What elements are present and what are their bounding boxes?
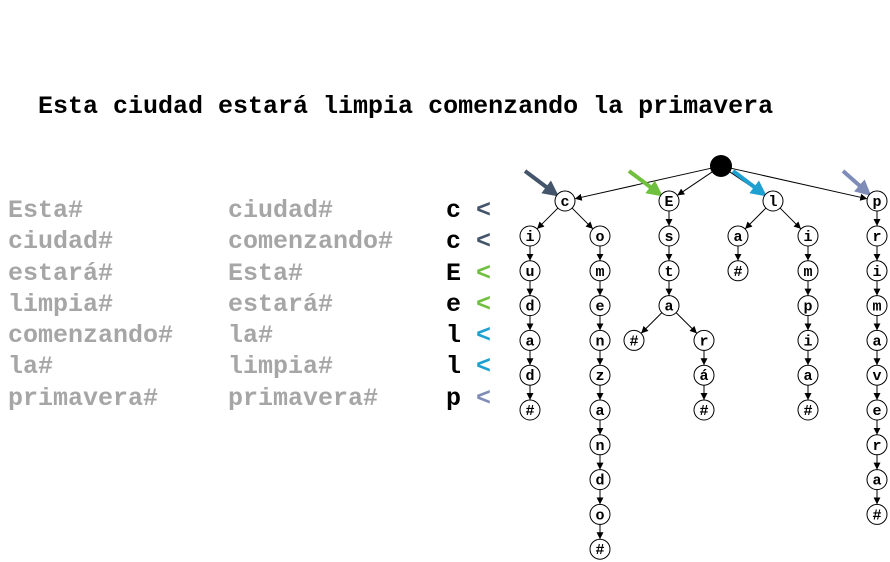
svg-text:a: a bbox=[803, 368, 813, 386]
key-char: c bbox=[446, 196, 462, 225]
trie-node bbox=[867, 400, 887, 420]
trie-node bbox=[867, 365, 887, 385]
svg-text:r: r bbox=[872, 229, 882, 246]
svg-text:l: l bbox=[768, 194, 778, 211]
svg-text:#: # bbox=[872, 507, 882, 525]
key-char: c bbox=[446, 227, 462, 257]
trie-node bbox=[867, 226, 887, 246]
trie-node bbox=[867, 330, 887, 350]
trie-node bbox=[867, 435, 887, 455]
trie-edge bbox=[676, 313, 697, 334]
trie-node bbox=[867, 191, 887, 211]
trie-node bbox=[520, 365, 540, 385]
svg-text:e: e bbox=[595, 298, 605, 316]
svg-text:z: z bbox=[595, 368, 605, 386]
svg-text:o: o bbox=[595, 507, 605, 525]
trie-node bbox=[520, 400, 540, 420]
svg-text:#: # bbox=[525, 403, 535, 420]
original-word: la# bbox=[8, 352, 54, 382]
trie-node bbox=[659, 296, 679, 316]
trie-node bbox=[867, 470, 887, 490]
svg-text:e: e bbox=[872, 403, 882, 420]
trie-node bbox=[590, 261, 610, 281]
key-char: p bbox=[446, 383, 462, 413]
trie-node bbox=[694, 330, 714, 350]
svg-text:d: d bbox=[595, 472, 605, 490]
svg-text:E: E bbox=[664, 194, 674, 211]
trie-edge bbox=[537, 208, 558, 229]
sorted-word: comenzando# bbox=[228, 227, 394, 257]
svg-text:r: r bbox=[699, 333, 709, 351]
pointer-arrow-p bbox=[843, 171, 867, 192]
trie-node bbox=[694, 400, 714, 420]
svg-text:i: i bbox=[872, 263, 882, 281]
svg-text:#: # bbox=[733, 263, 743, 281]
original-word: ciudad# bbox=[8, 227, 114, 257]
trie-node bbox=[590, 400, 610, 420]
svg-text:n: n bbox=[595, 333, 605, 351]
svg-text:u: u bbox=[525, 263, 535, 281]
key-marker: < bbox=[476, 352, 492, 382]
svg-text:a: a bbox=[595, 403, 605, 420]
trie-node bbox=[590, 539, 610, 559]
original-word: estará# bbox=[8, 258, 114, 288]
svg-text:d: d bbox=[525, 298, 535, 316]
svg-text:r: r bbox=[872, 437, 882, 455]
trie-node bbox=[694, 365, 714, 385]
trie-node bbox=[728, 261, 748, 281]
svg-text:a: a bbox=[525, 333, 535, 351]
key-char: E bbox=[446, 258, 462, 288]
pointer-arrow-c bbox=[525, 171, 554, 193]
trie-node bbox=[728, 226, 748, 246]
trie-node bbox=[763, 191, 783, 211]
svg-text:t: t bbox=[664, 263, 674, 281]
trie-edge bbox=[745, 208, 766, 229]
key-marker: < bbox=[476, 289, 492, 319]
trie-node bbox=[590, 365, 610, 385]
trie-node bbox=[659, 226, 679, 246]
svg-text:á: á bbox=[699, 368, 709, 386]
trie-node bbox=[520, 226, 540, 246]
trie-node bbox=[798, 296, 818, 316]
original-word: Esta# bbox=[8, 196, 84, 225]
trie-node bbox=[590, 470, 610, 490]
trie-node bbox=[659, 261, 679, 281]
sorted-word: ciudad# bbox=[228, 196, 334, 225]
trie-node bbox=[867, 504, 887, 524]
trie-edge bbox=[641, 313, 662, 334]
svg-text:m: m bbox=[595, 263, 605, 281]
svg-text:p: p bbox=[803, 298, 813, 316]
svg-text:#: # bbox=[595, 542, 605, 560]
key-marker: < bbox=[476, 227, 492, 257]
svg-text:v: v bbox=[872, 368, 882, 386]
trie-edge bbox=[677, 172, 712, 196]
trie-node bbox=[590, 226, 610, 246]
pointer-arrow-E bbox=[629, 171, 658, 193]
svg-text:a: a bbox=[664, 298, 674, 316]
key-marker: < bbox=[476, 321, 492, 351]
original-word: limpia# bbox=[8, 289, 114, 319]
trie-node bbox=[520, 261, 540, 281]
svg-text:i: i bbox=[525, 229, 535, 246]
trie-node bbox=[659, 191, 679, 211]
trie-node bbox=[798, 226, 818, 246]
svg-text:s: s bbox=[664, 229, 674, 246]
key-char: l bbox=[446, 352, 462, 382]
svg-text:m: m bbox=[872, 298, 882, 316]
original-word: primavera# bbox=[8, 383, 159, 413]
original-word: comenzando# bbox=[8, 321, 174, 351]
svg-text:a: a bbox=[872, 472, 882, 490]
svg-text:c: c bbox=[560, 194, 570, 211]
key-marker: < bbox=[476, 258, 492, 288]
svg-text:d: d bbox=[525, 368, 535, 386]
key-marker: < bbox=[476, 383, 492, 413]
trie-node bbox=[867, 261, 887, 281]
svg-text:o: o bbox=[595, 229, 605, 246]
trie-node bbox=[555, 191, 575, 211]
trie-node bbox=[624, 330, 644, 350]
sorted-word: Esta# bbox=[228, 258, 304, 288]
svg-text:#: # bbox=[803, 403, 813, 420]
svg-text:n: n bbox=[595, 437, 605, 455]
svg-text:i: i bbox=[803, 229, 813, 246]
trie-node bbox=[798, 365, 818, 385]
svg-text:a: a bbox=[872, 333, 882, 351]
svg-text:#: # bbox=[699, 403, 709, 420]
key-char: l bbox=[446, 321, 462, 351]
sorted-word: estará# bbox=[228, 289, 334, 319]
sorted-word: primavera# bbox=[228, 383, 379, 413]
svg-text:#: # bbox=[629, 333, 639, 351]
key-marker: < bbox=[476, 196, 492, 225]
trie-node bbox=[590, 435, 610, 455]
svg-text:a: a bbox=[733, 229, 743, 246]
trie-node bbox=[520, 330, 540, 350]
trie-root-node bbox=[710, 155, 732, 177]
trie-edge bbox=[572, 208, 593, 229]
sorted-word: la# bbox=[228, 321, 274, 351]
trie-node bbox=[520, 296, 540, 316]
trie-node bbox=[590, 504, 610, 524]
svg-text:i: i bbox=[803, 333, 813, 351]
trie-node bbox=[590, 330, 610, 350]
sentence-title: Esta ciudad estará limpia comenzando la primavera bbox=[38, 92, 774, 121]
svg-text:m: m bbox=[803, 263, 813, 281]
trie-node bbox=[798, 330, 818, 350]
trie-edge bbox=[780, 208, 801, 229]
sorted-word: limpia# bbox=[228, 352, 334, 382]
key-char: e bbox=[446, 289, 462, 319]
trie-node bbox=[798, 261, 818, 281]
svg-text:p: p bbox=[872, 194, 882, 211]
trie-node bbox=[867, 296, 887, 316]
trie-node bbox=[590, 296, 610, 316]
trie-node bbox=[798, 400, 818, 420]
